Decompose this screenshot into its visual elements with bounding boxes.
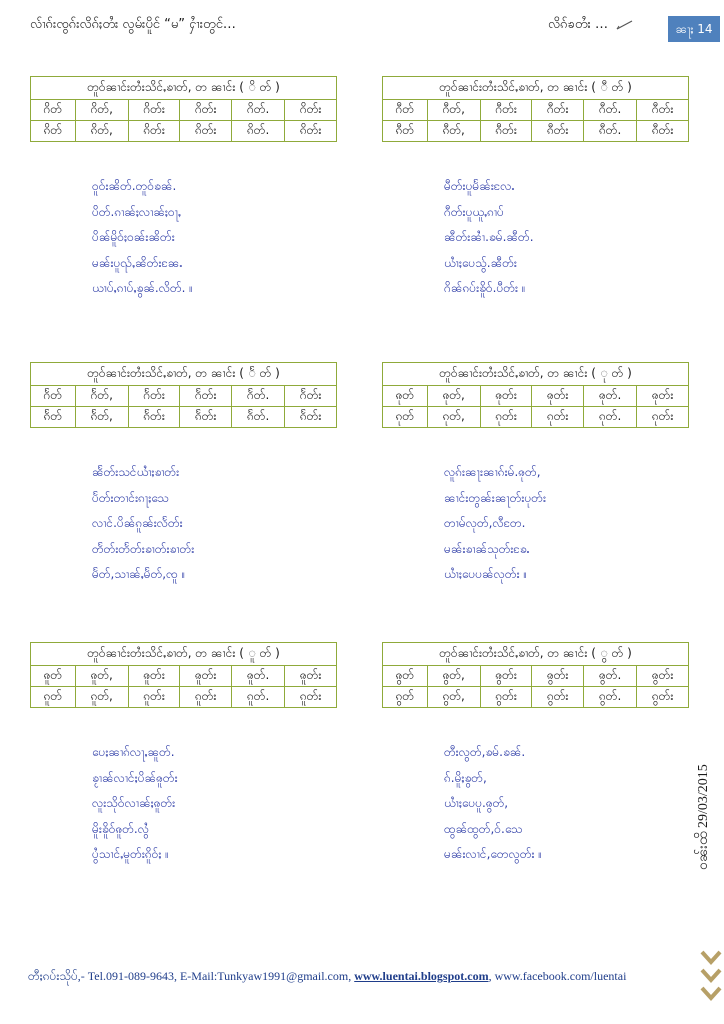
table-cell: ၵွတ်, xyxy=(427,687,480,708)
table-cell: ဂႅတ်း xyxy=(285,386,337,407)
table-cell: ၵူတ်း xyxy=(128,687,180,708)
table-cell: ဂိတ်. xyxy=(232,100,285,121)
table-cell: ဂီတ်း xyxy=(480,100,532,121)
syllable-table xyxy=(30,642,337,708)
verse-line: ၼီတ်းၼၢႆ.ၶမ်.ၼီတ်. xyxy=(444,230,534,244)
table-cell: ၵီတ်း xyxy=(532,121,584,142)
table-title: တူဝ်ၼၢင်းတႆးသိင်ႇၶၢတ်, တ ၼၢင်း ( ွ တ် ) xyxy=(383,643,689,666)
table-cell: ၷွတ်း xyxy=(637,666,689,687)
table-cell: ဂႅတ်း xyxy=(128,386,180,407)
table-cell: ၵိတ်း xyxy=(180,121,232,142)
table-cell: ၵီတ်း xyxy=(480,121,532,142)
table-cell: ၵွတ် xyxy=(383,687,428,708)
table-cell: ၷွတ် xyxy=(383,666,428,687)
table-cell: ၵူတ် xyxy=(31,687,76,708)
verse-line: လူးသိုဝ်လၢၼ်ႈၷူတ်း xyxy=(92,796,176,810)
table-cell: ၷူတ်. xyxy=(232,666,285,687)
table-cell: ဂီတ်, xyxy=(427,100,480,121)
table-cell: ဂိတ်း xyxy=(285,100,337,121)
table-cell: ၷုတ်. xyxy=(584,386,637,407)
table-cell: ၵုတ်း xyxy=(480,407,532,428)
table-cell: ဂႅတ်း xyxy=(180,386,232,407)
lesson-block xyxy=(30,362,337,588)
table-title: တူဝ်ၼၢင်းတႆးသိင်ႇၶၢတ်, တ ၼၢင်း ( ႅ တ် ) xyxy=(31,363,337,386)
pen-icon xyxy=(616,20,634,30)
table-cell: ဂီတ်း xyxy=(532,100,584,121)
verse-list xyxy=(92,174,337,302)
table-cell: ၷူတ်း xyxy=(128,666,180,687)
table-cell: ၵူတ်း xyxy=(285,687,337,708)
verse-line: ပိတ်.ၵၢၼ်ႈလၢၼ်ႈဝႃႇ xyxy=(92,204,182,219)
syllable-table xyxy=(382,362,689,428)
footer-contact-text: တီႈၵပ်းသိုပ်,- Tel.091-089-9643, E-Mail:Tunkyaw1991@gmail.com, xyxy=(28,969,355,983)
table-cell: ဂႅတ် xyxy=(31,386,76,407)
verse-line: ယၢႆႈပေပူ.ၷွတ်, xyxy=(444,796,509,810)
table-cell: ၵီတ်း xyxy=(637,121,689,142)
table-cell: ၵိတ်း xyxy=(128,121,180,142)
verse-line: လၢင်.ပိၼ်ၵူၼ်းလႅတ်း xyxy=(92,516,183,530)
syllable-table xyxy=(382,642,689,708)
table-cell: ၷုတ်း xyxy=(532,386,584,407)
verse-list xyxy=(444,174,689,302)
verse-line: ၼႅတ်းသင်ယၢႆႈၶၢတ်း xyxy=(92,465,180,479)
lesson-block xyxy=(382,76,689,302)
table-cell: ၵႅတ်. xyxy=(232,407,285,428)
verse-line: ထွၼ်ထွတ်,ဝ်.သေ xyxy=(444,821,523,836)
table-cell: ဂိတ်း xyxy=(180,100,232,121)
table-cell: ၷူတ်, xyxy=(75,666,128,687)
lesson-block xyxy=(30,642,337,868)
table-cell: ၵုတ်း xyxy=(637,407,689,428)
table-cell: ၷုတ်း xyxy=(637,386,689,407)
verse-list xyxy=(92,740,337,868)
table-cell: ဂိတ် xyxy=(31,100,76,121)
verse-line: မၼ်းလၢင်,တေလွတ်း ။ xyxy=(444,847,543,861)
table-cell: ၵႅတ်, xyxy=(75,407,128,428)
table-cell: ၵူတ်, xyxy=(75,687,128,708)
page-number-badge: ၼႃႈ 14 xyxy=(668,16,720,42)
table-title: တူဝ်ၼၢင်းတႆးသိင်ႇၶၢတ်, တ ၼၢင်း ( ူ တ် ) xyxy=(31,643,337,666)
verse-line: တီးလွတ်,ၶမ်.ၶၼ်. xyxy=(444,745,526,759)
table-cell: ၵိတ်. xyxy=(232,121,285,142)
verse-line: မိူးၶိူဝ်ၷူတ်.လွႆ xyxy=(92,821,149,836)
table-cell: ၷွတ်း xyxy=(532,666,584,687)
verse-line: ပႅတ်းတၢင်းၵႃႈသေ xyxy=(92,490,169,505)
table-cell: ၵီတ်. xyxy=(584,121,637,142)
table-cell: ၵူတ်း xyxy=(180,687,232,708)
table-cell: ၵႅတ်း xyxy=(128,407,180,428)
verse-line: ၼၢင်းတွၼ်းၼႃတ်းပုတ်း xyxy=(444,490,547,505)
author-text: လိၵ်ၶတႆး … xyxy=(548,17,608,32)
table-cell: ၵီတ် xyxy=(383,121,428,142)
document-header-title: လ်ၢၵ်းၸွၵ်းလိၵ်ႈတႆး လွမ်းပိူင် “မ” ႁၢႆးတွင်… xyxy=(30,17,236,32)
footer-contact xyxy=(28,968,718,986)
table-title: တူဝ်ၼၢင်းတႆးသိင်ႇၶၢတ်, တ ၼၢင်း ( ု တ် ) xyxy=(383,363,689,386)
table-cell: ၵွတ်. xyxy=(584,687,637,708)
lesson-block xyxy=(30,76,337,302)
table-cell: ၵိတ် xyxy=(31,121,76,142)
table-title: တူဝ်ၼၢင်းတႆးသိင်ႇၶၢတ်, တ ၼၢင်း ( ီ တ် ) xyxy=(383,77,689,100)
table-cell: ဂႅတ်. xyxy=(232,386,285,407)
verse-line: ဂိၼ်ၵပ်းၶိူဝ်.ပီတ်း ။ xyxy=(444,281,526,295)
verse-line: လူၵ်းၼႃးၼၢၵ်းမ်.ၷုတ်, xyxy=(444,465,541,479)
facebook-link[interactable]: , www.facebook.com/luentai xyxy=(488,969,627,983)
table-cell: ၵုတ်. xyxy=(584,407,637,428)
verse-line: ယၢႆႈပေပၼ်လုတ်း ။ xyxy=(444,567,528,581)
verse-list xyxy=(444,460,689,588)
table-cell: ၵုတ်, xyxy=(427,407,480,428)
syllable-table xyxy=(30,362,337,428)
table-cell: ၷုတ်, xyxy=(427,386,480,407)
table-cell: ၵွတ်း xyxy=(637,687,689,708)
table-cell: ၷုတ် xyxy=(383,386,428,407)
table-cell: ၵွတ်း xyxy=(480,687,532,708)
table-cell: ၷွတ်. xyxy=(584,666,637,687)
table-cell: ၵိတ်း xyxy=(285,121,337,142)
chevron-down-icon xyxy=(700,944,722,1014)
table-cell: ဂႅတ်, xyxy=(75,386,128,407)
verse-line: ယၢႆႈပေသွ်.ၼီတ်း xyxy=(444,255,517,270)
verse-line: တႅတ်းတႅတ်းၶၢတ်းၶၢတ်း xyxy=(92,541,195,556)
verse-line: မၼ်းၶၢၼ်သုတ်းၶႄႉ xyxy=(444,541,530,556)
table-cell: ၵႅတ် xyxy=(31,407,76,428)
table-cell: ဂီတ် xyxy=(383,100,428,121)
verse-list xyxy=(92,460,337,588)
verse-line: မႅတ်,သၢၼ်ႇမႅတ်,ၸူ ။ xyxy=(92,567,186,581)
verse-line: ပိၼ်မိူဝ်ႈဝၼ်းၼိတ်း xyxy=(92,230,175,244)
verse-line: ၵ်.မိူႈၶွတ်, xyxy=(444,770,487,785)
table-cell: ၷုတ်း xyxy=(480,386,532,407)
table-cell: ၷွတ်, xyxy=(427,666,480,687)
table-cell: ၵႅတ်း xyxy=(180,407,232,428)
lesson-block xyxy=(382,362,689,588)
table-cell: ၷူတ်း xyxy=(180,666,232,687)
table-title: တူဝ်ၼၢင်းတႆးသိင်ႇၶၢတ်, တ ၼၢင်း ( ိ တ် ) xyxy=(31,77,337,100)
table-cell: ၷူတ်း xyxy=(285,666,337,687)
verse-line: ဝူဝ်းၼိတ်.တူဝ်ၶၼ်. xyxy=(92,179,177,193)
table-cell: ၵီတ်, xyxy=(427,121,480,142)
verse-line: ပေႈၼၢၵ်လႃႇၼူတ်. xyxy=(92,745,175,759)
table-cell: ၵူတ်. xyxy=(232,687,285,708)
table-cell: ၵုတ် xyxy=(383,407,428,428)
verse-line: မီတ်းပူမႅၼ်းလႄႉ xyxy=(444,179,515,193)
verse-line: တၢမ်လုတ်,လီတႄ. xyxy=(444,516,526,530)
table-cell: ဂိတ်း xyxy=(128,100,180,121)
verse-line: မၼ်းပူၺ်ႇၼိတ်းၼႄႉ xyxy=(92,255,183,270)
table-cell: ၵွတ်း xyxy=(532,687,584,708)
syllable-table xyxy=(382,76,689,142)
table-cell: ၵႅတ်း xyxy=(285,407,337,428)
table-cell: ၵိတ်, xyxy=(75,121,128,142)
syllable-table xyxy=(30,76,337,142)
table-cell: ၷူတ် xyxy=(31,666,76,687)
verse-line: ဂီတ်းပူယူႇၵၢပ် xyxy=(444,204,504,219)
table-cell: ဂီတ်း xyxy=(637,100,689,121)
blog-link[interactable]: www.luentai.blogspot.com xyxy=(354,969,489,983)
verse-list xyxy=(444,740,689,868)
document-date: ဝၼ်းထိ 29/03/2015 xyxy=(696,764,711,870)
verse-line: ၶႂၢၼ်လၢင်ႈပိၼ်ၷူတ်း xyxy=(92,770,178,785)
lesson-block xyxy=(382,642,689,868)
table-cell: ၷွတ်း xyxy=(480,666,532,687)
table-cell: ဂိတ်, xyxy=(75,100,128,121)
verse-line: ပွႆသၢင်ႇမူတ်းၵိူဝ်ႈ ။ xyxy=(92,847,169,861)
verse-line: ယၢပ်ႇၵၢပ်ႇၶွၼ်.လိတ်. ။ xyxy=(92,281,193,295)
author-label xyxy=(548,16,634,35)
table-cell: ဂီတ်. xyxy=(584,100,637,121)
table-cell: ၵုတ်း xyxy=(532,407,584,428)
